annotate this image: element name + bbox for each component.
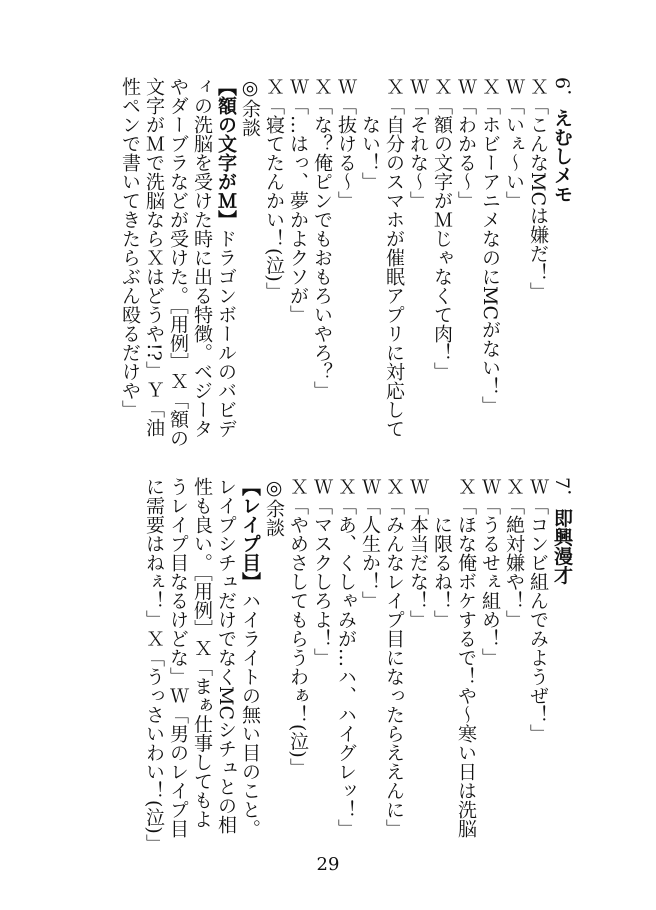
line-text: 「わかる〜」 [455,96,477,210]
dialogue-line [262,77,286,467]
dialogue-continuation [358,77,382,467]
speaker: Ｘ [527,77,549,96]
line-text: 「やめさしてもらうわぁ！(泣)」 [287,496,309,777]
section-number: 6． [551,77,573,109]
line-text: 「うるせぇ組め！」 [479,496,501,667]
note-text: ハイライトの無い目のこと。 [239,591,261,838]
line-text: 「それな〜」 [407,96,429,210]
dialogue-line [526,77,550,467]
section-heading [550,77,574,467]
note-term: 【レイプ目】 [239,477,261,591]
line-text: 「ほな俺ボケするで！や〜寒い日は洗脳 [455,496,477,838]
speaker: Ｘ [479,77,501,96]
speaker: Ｘ [503,477,525,496]
section-title: えむしメモ [551,108,573,204]
speaker: Ｗ [311,477,333,496]
section-number: 7． [551,477,573,509]
dialogue-line [334,77,358,467]
dialogue-line [358,477,382,867]
speaker: Ｗ [503,77,525,96]
note-line: ィの洗脳を受けた時に出る特徴。ベジータ [191,77,213,438]
line-text: 「額の文字がＭじゃなくて肉！」 [431,96,453,381]
note-heading: ◎余談 [263,477,285,537]
line-text: 「マスクしろよ！」 [311,496,333,667]
note-line: レイプシチュだけでなくMCシチュとの相 [215,477,237,834]
line-text: 「みんなレイプ目になったらええんに」 [383,496,405,838]
dialogue-line [502,77,526,467]
speaker: Ｗ [407,77,429,96]
dialogue-line [382,77,406,467]
dialogue-line [454,77,478,467]
line-text: に限るね！」 [431,515,453,629]
note-line [238,477,262,867]
speaker: Ｘ [263,77,285,96]
dialogue-line [406,77,430,467]
line-text: 「本当だな！」 [407,496,429,629]
note-line: 性ペンで書いてきたらぶん殴るだけや」 [119,77,141,419]
line-text: 「人生か！」 [359,496,381,610]
speaker: Ｘ [455,477,477,496]
section-heading [550,477,574,867]
line-text: 「抜ける〜」 [335,96,357,210]
line-text: 「こんなMCは嫌だ！」 [527,96,549,301]
note-line: 性も良い。［用例］Ｘ「まぁ仕事してもよ [191,477,213,829]
dialogue-line [454,477,478,867]
speaker: Ｘ [311,77,333,96]
speaker: Ｗ [455,77,477,96]
dialogue-line [382,477,406,867]
dialogue-line [286,77,310,467]
line-text: 「いぇ〜い」 [503,96,525,210]
dialogue-line [502,477,526,867]
speaker: Ｘ [287,477,309,496]
line-text: 「…はっ、夢かよクソが」 [287,96,309,324]
line-text: 「絶対嫌や！」 [503,496,525,629]
dialogue-line [478,77,502,467]
speaker: Ｘ [383,477,405,496]
dialogue-line [310,477,334,867]
dialogue-line [334,477,358,867]
speaker: Ｗ [527,477,549,496]
speaker: Ｗ [479,477,501,496]
section-7 [142,477,574,867]
dialogue-line [478,477,502,867]
speaker: Ｗ [407,477,429,496]
note-text: ドラゴンボールのバビデ [215,229,237,438]
line-text: 「自分のスマホが催眠アプリに対応して [383,96,405,438]
dialogue-line [406,477,430,867]
speaker: Ｗ [359,477,381,496]
note-term: 【額の文字がＭ】 [215,77,237,229]
note-line: 文字がＭで洗脳ならＸはどうや!?」Ｙ「油 [143,77,165,437]
note-line: うレイプ目なるけどな」Ｗ「男のレイプ目 [167,477,189,838]
speaker: Ｗ [287,77,309,96]
section-6 [118,77,574,467]
dialogue-line [310,77,334,467]
line-text: 「あ、くしゃみが…ハ、ハイグレッ！」 [335,496,357,838]
line-text: 「ホビーアニメなのにMCがない！」 [479,96,501,415]
speaker: Ｘ [335,477,357,496]
speaker: Ｘ [431,77,453,96]
line-text: 「な？俺ピンでもおもろいやろ？」 [311,96,333,400]
note-line [214,77,238,467]
speaker: Ｗ [335,77,357,96]
line-text: ない！」 [359,115,381,191]
line-text: 「寝てたんかい！(泣)」 [263,96,285,301]
note-line: やダーブラなどが受けた。［用例］Ｘ「額の [167,77,189,448]
note-heading: ◎余談 [239,77,261,137]
speaker: Ｘ [383,77,405,96]
dialogue-continuation [430,477,454,867]
dialogue-line [286,477,310,867]
note-line: に需要はねぇ！」Ｘ「うっさいわい！(泣)」 [143,477,165,853]
dialogue-line [526,477,550,867]
section-title: 即興漫才 [551,508,573,585]
page-number: 29 [316,854,340,875]
line-text: 「コンビ組んでみようぜ！」 [527,496,549,743]
dialogue-line [430,77,454,467]
